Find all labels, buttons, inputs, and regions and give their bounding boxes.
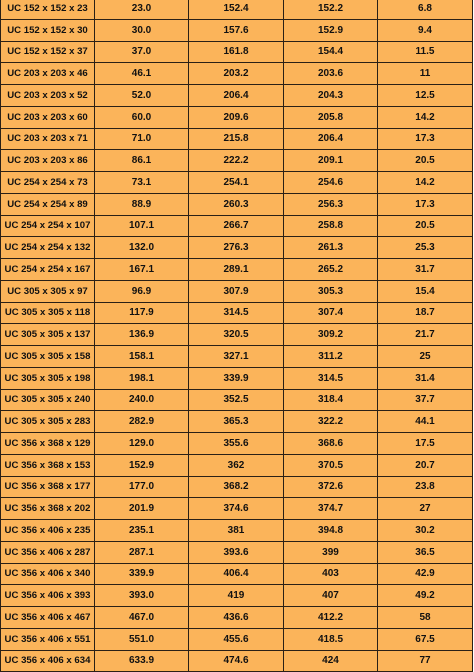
cell-thickness: 17.5	[378, 433, 473, 455]
cell-depth: 436.6	[189, 607, 284, 629]
cell-width: 314.5	[284, 367, 378, 389]
cell-mass-per-metre: 117.9	[95, 302, 189, 324]
cell-mass-per-metre: 96.9	[95, 280, 189, 302]
cell-mass-per-metre: 235.1	[95, 520, 189, 542]
cell-section-designation: UC 356 x 406 x 393	[1, 585, 95, 607]
cell-width: 305.3	[284, 280, 378, 302]
cell-depth: 455.6	[189, 628, 284, 650]
cell-depth: 419	[189, 585, 284, 607]
cell-depth: 374.6	[189, 498, 284, 520]
cell-width: 154.4	[284, 41, 378, 63]
table-body	[1, 0, 473, 672]
cell-section-designation: UC 254 x 254 x 132	[1, 237, 95, 259]
cell-section-designation: UC 254 x 254 x 89	[1, 193, 95, 215]
cell-mass-per-metre: 71.0	[95, 128, 189, 150]
table-row	[1, 520, 473, 542]
cell-mass-per-metre: 282.9	[95, 411, 189, 433]
cell-width: 322.2	[284, 411, 378, 433]
table-row	[1, 106, 473, 128]
table-row	[1, 476, 473, 498]
cell-thickness: 77	[378, 650, 473, 672]
table-row	[1, 607, 473, 629]
cell-thickness: 9.4	[378, 19, 473, 41]
cell-thickness: 21.7	[378, 324, 473, 346]
table-row	[1, 585, 473, 607]
cell-depth: 222.2	[189, 150, 284, 172]
cell-section-designation: UC 305 x 305 x 283	[1, 411, 95, 433]
cell-width: 307.4	[284, 302, 378, 324]
cell-thickness: 23.8	[378, 476, 473, 498]
table-row	[1, 259, 473, 281]
cell-section-designation: UC 254 x 254 x 73	[1, 172, 95, 194]
cell-width: 209.1	[284, 150, 378, 172]
cell-mass-per-metre: 107.1	[95, 215, 189, 237]
cell-thickness: 37.7	[378, 389, 473, 411]
cell-thickness: 18.7	[378, 302, 473, 324]
cell-thickness: 15.4	[378, 280, 473, 302]
cell-section-designation: UC 305 x 305 x 97	[1, 280, 95, 302]
cell-thickness: 20.5	[378, 150, 473, 172]
cell-section-designation: UC 356 x 368 x 129	[1, 433, 95, 455]
cell-width: 204.3	[284, 85, 378, 107]
table-row	[1, 454, 473, 476]
table-row	[1, 0, 473, 19]
table-row	[1, 85, 473, 107]
cell-depth: 289.1	[189, 259, 284, 281]
table-row	[1, 411, 473, 433]
table-row	[1, 237, 473, 259]
table-row	[1, 324, 473, 346]
cell-section-designation: UC 356 x 406 x 551	[1, 628, 95, 650]
table-row	[1, 346, 473, 368]
cell-section-designation: UC 305 x 305 x 240	[1, 389, 95, 411]
table-row	[1, 367, 473, 389]
cell-section-designation: UC 356 x 368 x 177	[1, 476, 95, 498]
table-row	[1, 563, 473, 585]
cell-width: 254.6	[284, 172, 378, 194]
cell-depth: 260.3	[189, 193, 284, 215]
cell-section-designation: UC 203 x 203 x 52	[1, 85, 95, 107]
cell-section-designation: UC 203 x 203 x 71	[1, 128, 95, 150]
cell-depth: 161.8	[189, 41, 284, 63]
cell-thickness: 25.3	[378, 237, 473, 259]
cell-section-designation: UC 203 x 203 x 86	[1, 150, 95, 172]
cell-width: 372.6	[284, 476, 378, 498]
cell-thickness: 58	[378, 607, 473, 629]
cell-mass-per-metre: 198.1	[95, 367, 189, 389]
cell-depth: 209.6	[189, 106, 284, 128]
cell-thickness: 36.5	[378, 541, 473, 563]
cell-thickness: 67.5	[378, 628, 473, 650]
cell-mass-per-metre: 73.1	[95, 172, 189, 194]
cell-thickness: 6.8	[378, 0, 473, 19]
table-row	[1, 302, 473, 324]
cell-mass-per-metre: 60.0	[95, 106, 189, 128]
cell-width: 152.2	[284, 0, 378, 19]
cell-depth: 474.6	[189, 650, 284, 672]
cell-section-designation: UC 305 x 305 x 118	[1, 302, 95, 324]
table-row	[1, 215, 473, 237]
cell-mass-per-metre: 152.9	[95, 454, 189, 476]
cell-mass-per-metre: 37.0	[95, 41, 189, 63]
cell-thickness: 14.2	[378, 172, 473, 194]
table-row	[1, 389, 473, 411]
cell-mass-per-metre: 88.9	[95, 193, 189, 215]
cell-depth: 203.2	[189, 63, 284, 85]
cell-section-designation: UC 356 x 406 x 340	[1, 563, 95, 585]
cell-depth: 215.8	[189, 128, 284, 150]
cell-thickness: 17.3	[378, 128, 473, 150]
cell-depth: 355.6	[189, 433, 284, 455]
cell-section-designation: UC 152 x 152 x 23	[1, 0, 95, 19]
cell-section-designation: UC 356 x 368 x 153	[1, 454, 95, 476]
table-row	[1, 280, 473, 302]
table-row	[1, 628, 473, 650]
cell-thickness: 11.5	[378, 41, 473, 63]
cell-mass-per-metre: 132.0	[95, 237, 189, 259]
cell-width: 412.2	[284, 607, 378, 629]
table-row	[1, 433, 473, 455]
cell-depth: 368.2	[189, 476, 284, 498]
cell-depth: 254.1	[189, 172, 284, 194]
cell-depth: 352.5	[189, 389, 284, 411]
table-row	[1, 172, 473, 194]
cell-depth: 307.9	[189, 280, 284, 302]
cell-section-designation: UC 152 x 152 x 37	[1, 41, 95, 63]
cell-width: 203.6	[284, 63, 378, 85]
cell-depth: 266.7	[189, 215, 284, 237]
cell-section-designation: UC 254 x 254 x 107	[1, 215, 95, 237]
cell-mass-per-metre: 339.9	[95, 563, 189, 585]
cell-width: 152.9	[284, 19, 378, 41]
cell-section-designation: UC 254 x 254 x 167	[1, 259, 95, 281]
cell-thickness: 11	[378, 63, 473, 85]
cell-width: 374.7	[284, 498, 378, 520]
cell-section-designation: UC 356 x 368 x 202	[1, 498, 95, 520]
table-row	[1, 193, 473, 215]
cell-section-designation: UC 305 x 305 x 198	[1, 367, 95, 389]
cell-depth: 157.6	[189, 19, 284, 41]
cell-width: 206.4	[284, 128, 378, 150]
cell-thickness: 31.4	[378, 367, 473, 389]
cell-thickness: 42.9	[378, 563, 473, 585]
cell-thickness: 20.7	[378, 454, 473, 476]
table-row	[1, 41, 473, 63]
cell-depth: 339.9	[189, 367, 284, 389]
cell-section-designation: UC 356 x 406 x 467	[1, 607, 95, 629]
cell-width: 368.6	[284, 433, 378, 455]
cell-mass-per-metre: 240.0	[95, 389, 189, 411]
cell-mass-per-metre: 46.1	[95, 63, 189, 85]
cell-thickness: 27	[378, 498, 473, 520]
cell-width: 407	[284, 585, 378, 607]
cell-thickness: 31.7	[378, 259, 473, 281]
cell-depth: 314.5	[189, 302, 284, 324]
cell-thickness: 44.1	[378, 411, 473, 433]
cell-depth: 327.1	[189, 346, 284, 368]
cell-mass-per-metre: 201.9	[95, 498, 189, 520]
cell-width: 318.4	[284, 389, 378, 411]
cell-mass-per-metre: 158.1	[95, 346, 189, 368]
cell-width: 205.8	[284, 106, 378, 128]
cell-mass-per-metre: 393.0	[95, 585, 189, 607]
cell-mass-per-metre: 551.0	[95, 628, 189, 650]
cell-mass-per-metre: 52.0	[95, 85, 189, 107]
table-row	[1, 63, 473, 85]
cell-width: 261.3	[284, 237, 378, 259]
cell-depth: 365.3	[189, 411, 284, 433]
cell-section-designation: UC 356 x 406 x 634	[1, 650, 95, 672]
cell-width: 256.3	[284, 193, 378, 215]
cell-thickness: 12.5	[378, 85, 473, 107]
cell-depth: 320.5	[189, 324, 284, 346]
cell-mass-per-metre: 467.0	[95, 607, 189, 629]
cell-width: 258.8	[284, 215, 378, 237]
cell-section-designation: UC 203 x 203 x 60	[1, 106, 95, 128]
cell-mass-per-metre: 167.1	[95, 259, 189, 281]
cell-depth: 362	[189, 454, 284, 476]
cell-thickness: 25	[378, 346, 473, 368]
cell-section-designation: UC 203 x 203 x 46	[1, 63, 95, 85]
cell-depth: 406.4	[189, 563, 284, 585]
cell-width: 403	[284, 563, 378, 585]
cell-thickness: 14.2	[378, 106, 473, 128]
cell-mass-per-metre: 30.0	[95, 19, 189, 41]
cell-depth: 206.4	[189, 85, 284, 107]
table-row	[1, 19, 473, 41]
cell-depth: 381	[189, 520, 284, 542]
table-row	[1, 541, 473, 563]
cell-mass-per-metre: 23.0	[95, 0, 189, 19]
cell-section-designation: UC 356 x 406 x 235	[1, 520, 95, 542]
cell-mass-per-metre: 633.9	[95, 650, 189, 672]
cell-mass-per-metre: 136.9	[95, 324, 189, 346]
table-row	[1, 650, 473, 672]
cell-thickness: 17.3	[378, 193, 473, 215]
cell-mass-per-metre: 177.0	[95, 476, 189, 498]
cell-mass-per-metre: 86.1	[95, 150, 189, 172]
cell-width: 394.8	[284, 520, 378, 542]
cell-section-designation: UC 305 x 305 x 137	[1, 324, 95, 346]
cell-width: 309.2	[284, 324, 378, 346]
cell-width: 418.5	[284, 628, 378, 650]
cell-thickness: 30.2	[378, 520, 473, 542]
cell-mass-per-metre: 287.1	[95, 541, 189, 563]
cell-width: 311.2	[284, 346, 378, 368]
cell-width: 424	[284, 650, 378, 672]
cell-width: 399	[284, 541, 378, 563]
cell-width: 370.5	[284, 454, 378, 476]
cell-section-designation: UC 152 x 152 x 30	[1, 19, 95, 41]
cell-thickness: 20.5	[378, 215, 473, 237]
cell-width: 265.2	[284, 259, 378, 281]
cell-section-designation: UC 305 x 305 x 158	[1, 346, 95, 368]
table-row	[1, 128, 473, 150]
cell-section-designation: UC 356 x 406 x 287	[1, 541, 95, 563]
cell-depth: 393.6	[189, 541, 284, 563]
cell-mass-per-metre: 129.0	[95, 433, 189, 455]
table-row	[1, 150, 473, 172]
table-row	[1, 498, 473, 520]
cell-depth: 276.3	[189, 237, 284, 259]
cell-thickness: 49.2	[378, 585, 473, 607]
cell-depth: 152.4	[189, 0, 284, 19]
